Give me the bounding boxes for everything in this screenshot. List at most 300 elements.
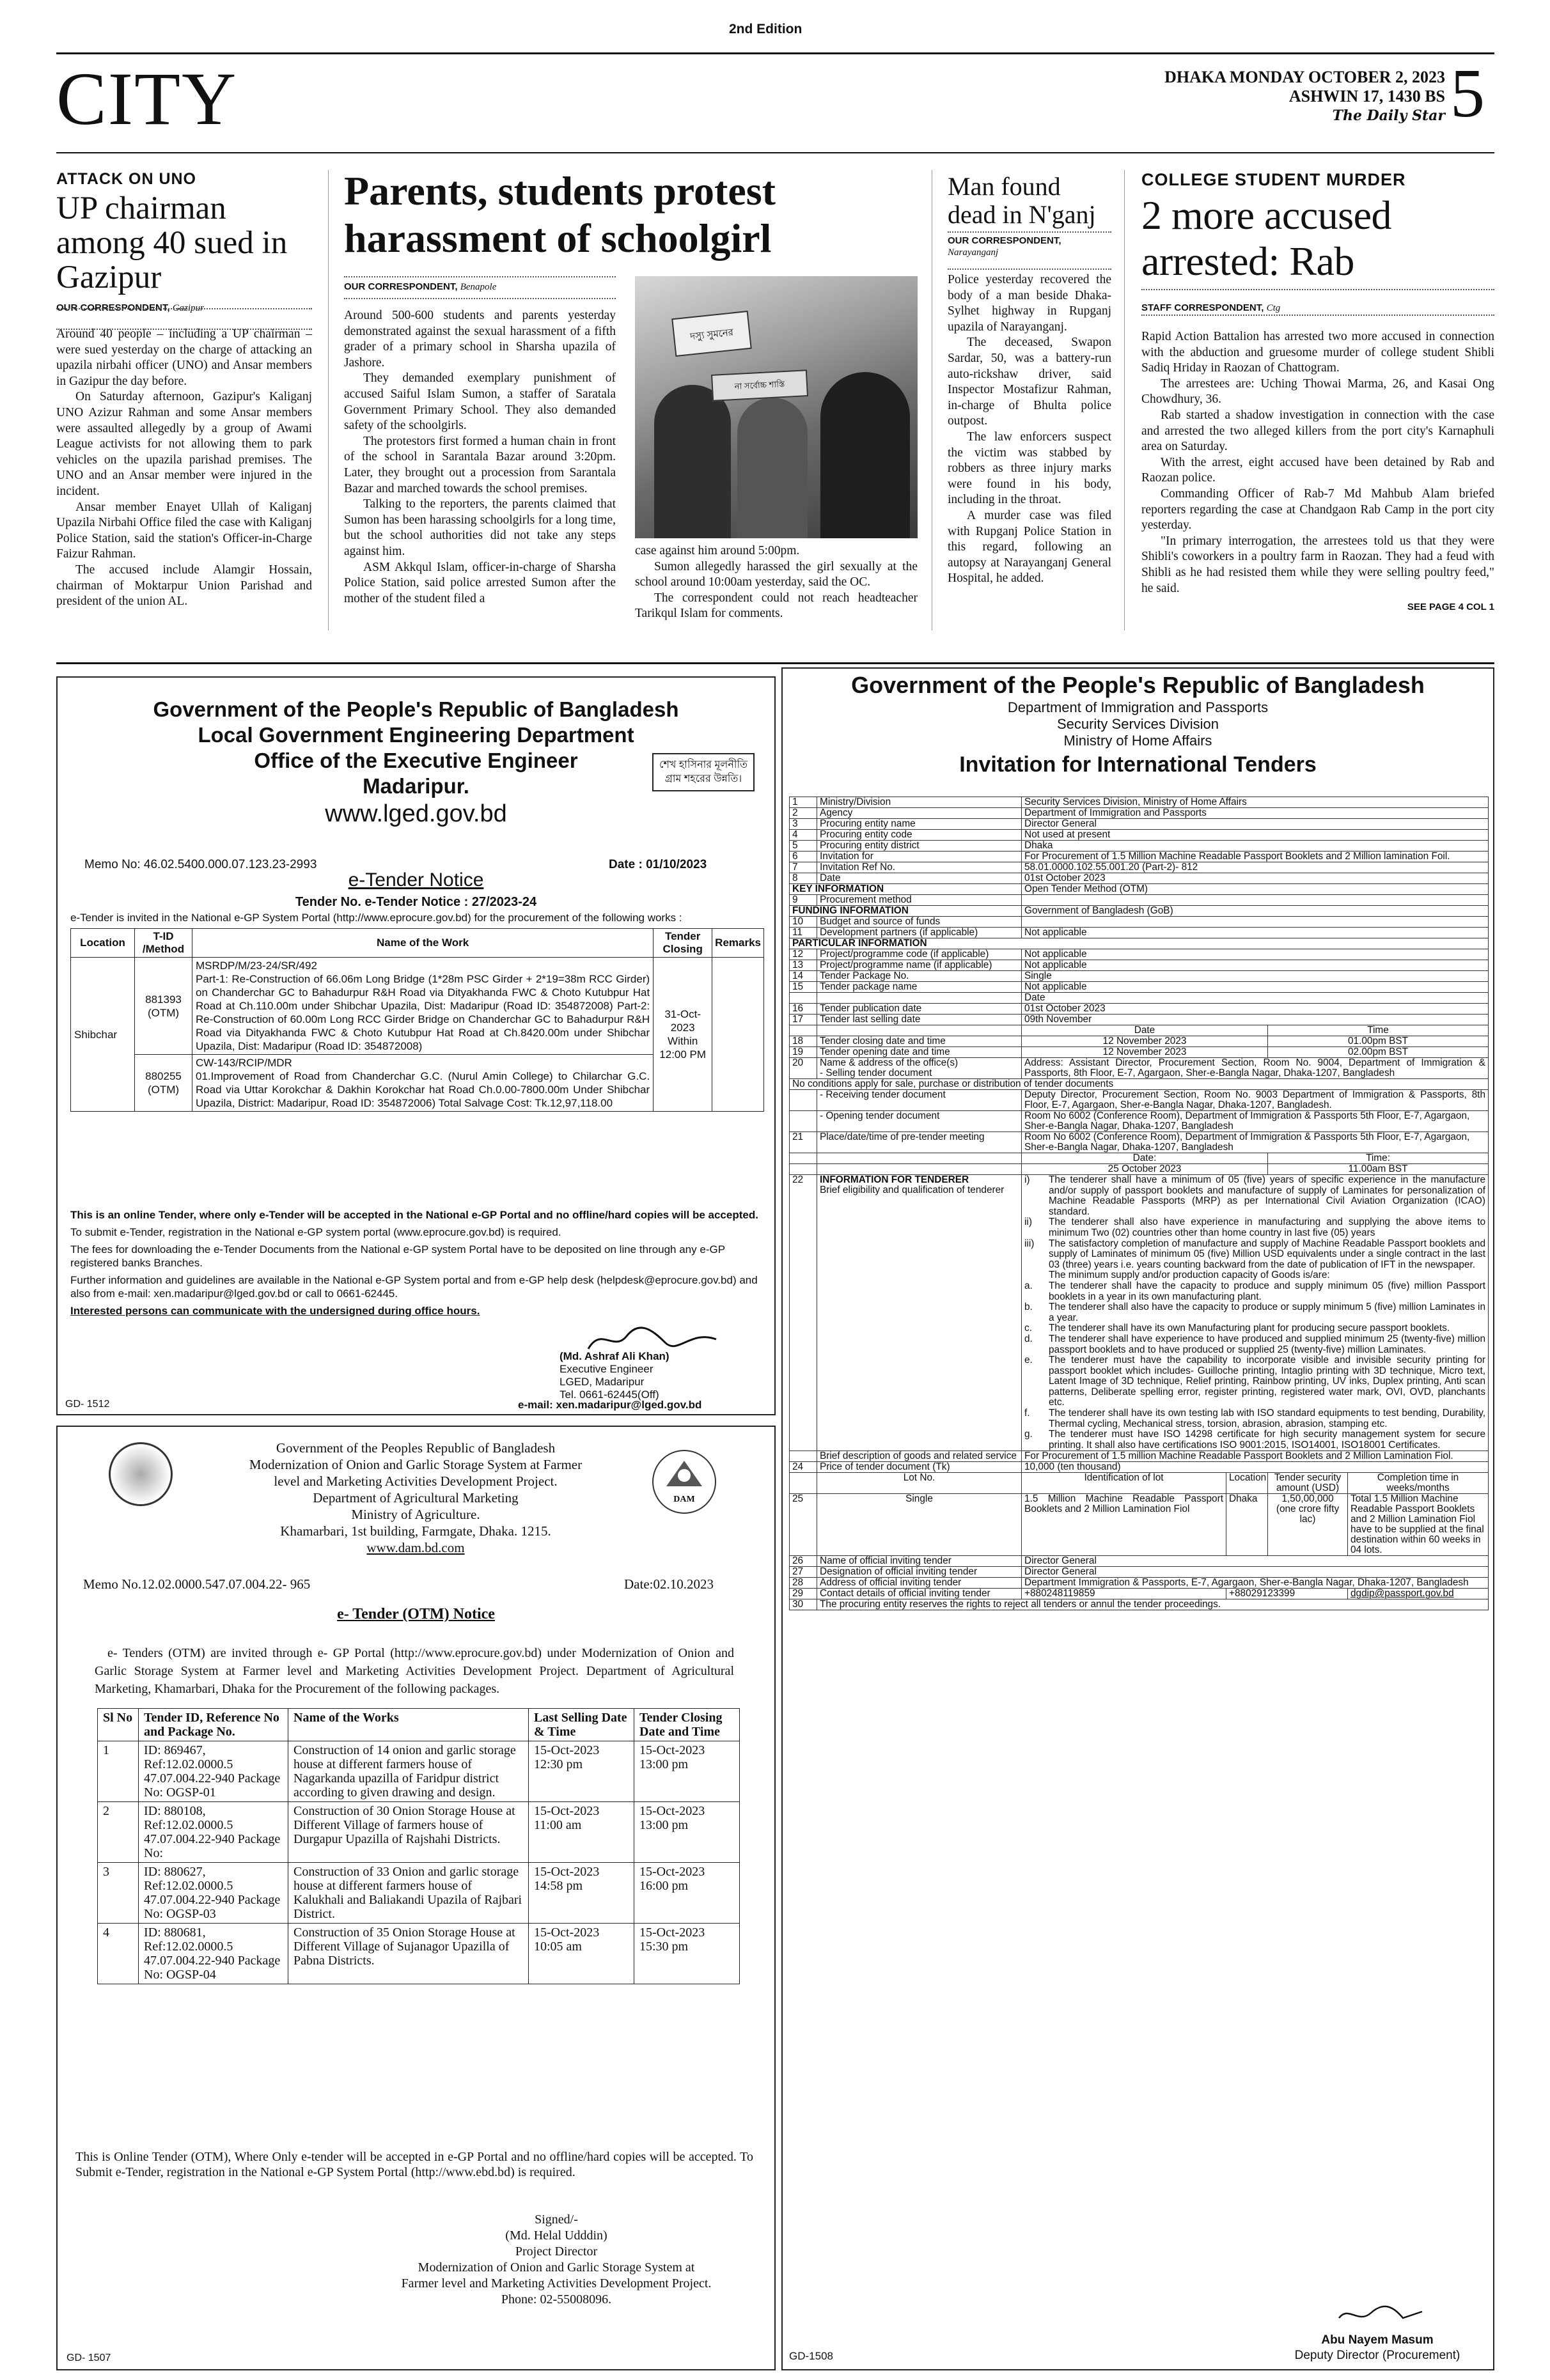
imm-label-brief: Brief description of goods and related service [817,1451,1022,1462]
table-row [98,1802,740,1863]
masthead-bottom-rule [56,152,1494,153]
imm-r21-time-head: Time: [1268,1153,1489,1164]
story1-byline-text: OUR CORRESPONDENT, [56,302,170,313]
dam-table-header [98,1709,740,1741]
table-row [790,895,1489,906]
table-row [790,1153,1489,1164]
dam-close-4: 15-Oct-2023 15:30 pm [634,1924,740,1984]
imm-n-3: 3 [790,819,817,830]
table-row [790,852,1489,862]
dam-intro: e- Tenders (OTM) are invited through e- GP Portal (http://www.eprocure.gov.bd) under Modernization of Onion and Garlic Storage System at Farmer level and Marketing Activities Development Project. Department of Agricultural Marketing, Khamarbari, Dhaka for the Procurement of the following packages. [95,1646,734,1696]
table-row [98,1741,740,1802]
imm-n-10: 10 [790,917,817,928]
table-row [790,1090,1489,1111]
imm-n-15: 15 [790,982,817,993]
story4-headline: 2 more accused arrested: Rab [1141,192,1392,284]
dam-sign-6: Phone: 02-55008096. [501,2292,612,2306]
imm-label-21: Place/date/time of pre-tender meeting [817,1132,1022,1153]
dam-th-sl: Sl No [98,1709,139,1741]
story3-p3: The law enforcers suspect the victim was stabbed by robbers as three injury marks were found in his body, including in the throat. [948,430,1111,507]
story3-dotted-rule [948,231,1111,233]
table-row [790,1015,1489,1025]
imm-val-5: Dhaka [1022,841,1489,852]
imm-n-21: 21 [790,1132,817,1153]
table-row [790,1556,1489,1567]
paper-name: The Daily Star [1332,107,1445,124]
imm-fax: +88029123399 [1226,1589,1348,1599]
lged-slogan: শেখ হাসিনার মূলনীতি গ্রাম শহরের উন্নতি। [652,753,755,791]
story2-dotted-rule-2 [344,298,616,299]
story2-place: Benapole [460,282,497,292]
imm-lot-e [790,1473,817,1494]
dam-work-3: Construction of 33 Onion and garlic storage house at different farmers house of Kalukhali and Baliakandi Upazila of Rajbari District. [288,1863,529,1924]
imm-r22-items [1022,1175,1489,1451]
imm-n-13: 13 [790,960,817,971]
lged-work-2: CW-143/RCIP/MDR 01.Improvement of Road from Chanderchar G.C. (Nurul Amin College) to Chilarchar G.C. Road via Uttar Korokchar & Dakhin Korokchar hat Road Ch.0.00-7800.00m Under Shibchar Upazila, District: Madaripur, Road ID: 354872006) Total Salvage Cost: Tk.12,97,118.00 [192,1055,654,1112]
imm-tel[interactable]: +880248119859 [1022,1589,1226,1599]
lged-remarks [712,958,764,1112]
dateline [1154,68,1445,125]
story1-p4: The accused include Alamgir Hossain, chairman of Moktarpur Union Parishad and president of the union AL. [56,563,312,609]
imm-lot-sec: 1,50,00,000 (one crore fifty lac) [1268,1494,1348,1556]
story2-dotted-rule [344,276,616,277]
story2-p6: case against him around 5:00pm. [635,544,800,557]
dam-sign-1: Signed/- [535,2213,578,2227]
table-row [790,1079,1489,1090]
table-row [790,928,1489,938]
imm-n-24: 24 [790,1462,817,1473]
imm-label-6: Invitation for [817,852,1022,862]
story3-place: Narayanganj [948,247,999,258]
story3-byline [948,235,1111,258]
story2-p3: The protestors first formed a human chain in front of the school in Sarantala Bazar around 3:20pm. Later, they brought out a procession from Sarantala Bazar and marched towards the school premises. [344,434,616,495]
dam-id-1: ID: 869467, Ref:12.02.0000.5 47.07.004.22-940 Package No: OGSP-01 [139,1741,288,1802]
imm-n-29: 29 [790,1589,817,1599]
story1-body [56,327,312,610]
lged-notes [70,1208,761,1318]
imm-code: GD-1508 [789,2350,833,2362]
imm-r22-mark-0: i) [1024,1174,1030,1185]
photo-figure-3 [820,372,910,538]
lged-title: e-Tender Notice [348,869,484,891]
imm-label-8: Date [817,873,1022,884]
dam-sign-5: Farmer level and Marketing Activities Development Project. [401,2276,712,2291]
story-man-found-dead [948,173,1111,587]
imm-val-15: Not applicable [1022,982,1489,993]
imm-n-16: 16 [790,1004,817,1015]
imm-val-14: Single [1022,971,1489,982]
table-row [790,960,1489,971]
imm-label-26: Name of official inviting tender [817,1556,1022,1567]
imm-n-blank [790,993,817,1004]
dam-footer: This is Online Tender (OTM), Where Only e-tender will be accepted in e-GP Portal and no offline/hard copies will be accepted. To Submit e-Tender, registration in the National e-GP System Portal (http://www.ebd.bd) is required. [75,2150,753,2179]
dam-line-5: Ministry of Agriculture. [351,1507,480,1522]
lged-tender-no: Tender No. e-Tender Notice : 27/2023-24 [295,895,537,909]
ad-dam [56,1426,776,2370]
imm-val-17: 09th November [1022,1015,1489,1025]
lged-th-location: Location [71,929,135,958]
imm-label-7: Invitation Ref No. [817,862,1022,873]
photo-placard-1: দস্যু সুমনের [671,311,752,357]
story4-body [1141,329,1494,596]
lged-note-1: This is an online Tender, where only e-Tender will be accepted in the National e-GP Portal and no offline/hard copies will be accepted. [70,1209,758,1221]
imm-date-18: 12 November 2023 [1022,1036,1268,1047]
story1-kicker: ATTACK ON UNO [56,170,196,188]
imm-lot-h4: Completion time in weeks/months [1348,1473,1489,1494]
lged-th-work: Name of the Work [192,929,654,958]
story3-dotted-rule-2 [948,268,1111,270]
photo-figure-1 [654,385,731,538]
table-row [790,1111,1489,1132]
dam-sell-3: 15-Oct-2023 14:58 pm [529,1863,634,1924]
table-row [790,1132,1489,1153]
imm-r22-text-8: The tenderer shall have its own testing lab with ISO standard equipments to test bending, Durability, Thermal cycling, Mechanical stress, torsion, abrasion, abrasion, stamping etc. [1049,1408,1486,1429]
imm-r22-mark-1: ii) [1024,1217,1032,1228]
imm-table [789,797,1489,1610]
imm-dt-time-head: Time [1268,1025,1489,1036]
lged-th-closing: Tender Closing [654,929,712,958]
table-row [790,830,1489,841]
imm-r22-title: INFORMATION FOR TENDERER [820,1174,969,1185]
imm-dt-empty-1 [790,1025,817,1036]
lged-sign-tel: Tel. 0661-62445(Off) [560,1388,659,1401]
story1-dotted-rule-2 [56,329,312,330]
imm-r22-mark-9: g. [1024,1429,1033,1440]
table-row [790,1025,1489,1036]
imm-r22-text-3: The tenderer shall have the capacity to produce and supply minimum 05 (five) million Passport booklets in a year in its own manufacturing plant. [1049,1280,1486,1302]
imm-r22-text-1: The tenderer shall also have experience in manufacturing and supplying the above items to minimum Two (02) countries other than home country in last five (05) years [1049,1217,1486,1238]
story2-p4: Talking to the reporters, the parents claimed that Sumon has been harassing schoolgirls for a long time, but the school authorities did not take any steps against him. [344,497,616,558]
dam-memo: Memo No.12.02.0000.547.07.004.22- 965 [83,1576,311,1592]
imm-email[interactable]: dgdip@passport.gov.bd [1348,1589,1489,1599]
story2-p2: They demanded exemplary punishment of accused Saiful Islam Sumon, a staffer of Saratala Government Primary School. They also demanded safety of the schoolgirls. [344,371,616,433]
imm-sign-title: Deputy Director (Procurement) [1294,2349,1460,2362]
lged-website[interactable]: www.lged.gov.bd [325,800,507,827]
dam-work-4: Construction of 35 Onion Storage House at Different Village of Sujanagor Upazilla of Pabna Districts. [288,1924,529,1984]
imm-lot-h3: Tender security amount (USD) [1268,1473,1348,1494]
lged-closing: 31-Oct-2023 Within 12:00 PM [654,958,712,1112]
imm-line-3: Security Services Division [1056,716,1219,732]
imm-label-28: Address of official inviting tender [817,1578,1022,1589]
imm-r21-e4 [817,1164,1022,1175]
imm-val-21: Room No 6002 (Conference Room), Department of Immigration & Passports 5th Floor, E-7, Agargaon, Sher-e-Bangla Nagar, Dhaka-1207, Bangladesh [1022,1132,1489,1153]
imm-r21-date-head: Date: [1022,1153,1268,1164]
imm-header [783,671,1493,780]
imm-r22-mark-7: e. [1024,1355,1033,1366]
dam-th-id: Tender ID, Reference No and Package No. [139,1709,288,1741]
imm-label-5: Procuring entity district [817,841,1022,852]
imm-r22-text-4: The tenderer shall also have the capacity to produce or supply minimum 5 (five) million Laminates in a year. [1049,1302,1486,1323]
imm-time-19: 02.00pm BST [1268,1047,1489,1058]
imm-n-20: 20 [790,1058,817,1079]
imm-n-open [790,1111,817,1132]
imm-dt-empty-2 [817,1025,1022,1036]
lged-table [70,928,764,1112]
imm-label-12: Project/programme code (if applicable) [817,949,1022,960]
imm-val-brief: For Procurement of 1.5 million Machine Readable Passport Booklets and 2 Million Lamination Fiol. [1022,1451,1489,1462]
imm-r22-mark-6: d. [1024,1333,1033,1344]
table-row [790,938,1489,949]
photo-figure-2 [737,398,808,538]
dam-logo-text: DAM [673,1495,695,1504]
imm-n-9: 9 [790,895,817,906]
dam-code: GD- 1507 [67,2353,111,2363]
imm-lot: Single [817,1494,1022,1556]
page-number: 5 [1450,56,1485,132]
dam-line-3: level and Marketing Activities Development Project. [274,1474,558,1489]
imm-line-4: Ministry of Home Affairs [1063,733,1212,749]
story3-body [948,272,1111,587]
table-row [790,917,1489,928]
imm-n-6: 6 [790,852,817,862]
dam-sl-4: 4 [98,1924,139,1984]
imm-r22-text-0: The tenderer shall have a minimum of 05 (five) years of specific experience in the manufacture and/or supply of passport booklets and manufacture of supply of Laminates for personalization of Machine Readable Passports (MRP) as per International Civil Aviation Organization (ICAO) standard. [1049,1174,1486,1217]
masthead-top-rule [56,52,1494,54]
imm-n-25: 25 [790,1494,817,1556]
story3-p1: Police yesterday recovered the body of a man beside Dhaka-Sylhet highway in Rupganj upazila of Narayanganj. [948,273,1111,334]
imm-dt-date-head: Date [1022,1025,1268,1036]
story3-p4: A murder case was filed with Rupganj Police Station in this regard, following an autopsy at Narayanganj General Hospital, he added. [948,508,1111,586]
table-row [790,1578,1489,1589]
dam-id-3: ID: 880627, Ref:12.02.0000.5 47.07.004.22-940 Package No: OGSP-03 [139,1863,288,1924]
imm-n-28: 28 [790,1578,817,1589]
table-row [98,1924,740,1984]
story1-dotted-rule [56,308,312,309]
lged-work-1: MSRDP/M/23-24/SR/492 Part-1: Re-Construction of 66.06m Long Bridge (1*28m PSC Girder + 2*19=38m RCC Girder) on Chanderchar GC to Bahadurpur R&H Road via Dityakhanda FWC & Choto Kutubpur Hat Road at Ch.110.00m under Shibchar Upazila, Dist: Madaripur (Road ID: 354872008) Part-2: Re-Construction of 60.00m Long RCC Girder Bridge on Chanderchar GC to Bahadurpur R&H Road via Dityakhanda FWC & Choto Kutubpur Hat Road at Ch.8420.00m under Shibchar Upazila, Dist: Madaripur (Road ID: 354872008) [192,958,654,1055]
dam-th-work: Name of the Works [288,1709,529,1741]
imm-r22-text-5: The tenderer shall have its own Manufacturing plant for producing secure passport booklets. [1049,1323,1450,1334]
imm-label-29: Contact details of official inviting tender [817,1589,1022,1599]
story3-p2: The deceased, Swapon Sardar, 50, was a battery-run auto-rickshaw driver, said Inspector Mostafizur Rahman, in-charge of Bhulta police outpost. [948,336,1111,428]
imm-funding: FUNDING INFORMATION [790,906,1022,917]
imm-time-18: 01.00pm BST [1268,1036,1489,1047]
imm-val-9 [1022,895,1489,906]
imm-key-info: KEY INFORMATION [790,884,1022,895]
imm-r21-date: 25 October 2023 [1022,1164,1268,1175]
imm-val-open: Room No 6002 (Conference Room), Department of Immigration & Passports 5th Floor, E-7, Agargaon, Sher-e-Bangla Nagar, Dhaka-1207, Bangladesh [1022,1111,1489,1132]
story2-byline-text: OUR CORRESPONDENT, [344,281,458,292]
lged-note-4: Further information and guidelines are available in the National e-GP System portal and from e-GP help desk (helpdesk@eprocure.gov.bd) and also from e-mail: xen.madaripur@lged.gov.bd or call to 0661-62445. [70,1274,758,1300]
table-row [98,1863,740,1924]
imm-r22-mark-2: iii) [1024,1238,1035,1249]
dam-th-close: Tender Closing Date and Time [634,1709,740,1741]
imm-val-30: The procuring entity reserves the rights to reject all tenders or annul the tender proceedings. [817,1599,1489,1610]
dam-table [97,1708,740,1984]
lged-sign-office: LGED, Madaripur [560,1376,645,1388]
imm-n-4: 4 [790,830,817,841]
imm-lot-comp: Total 1.5 Million Machine Readable Passport Booklets and 2 Million Lamination Fiol have to be supplied at the final destination within 60 weeks in 04 lots. [1348,1494,1489,1556]
table-row [71,958,764,1055]
story4-p2: The arrestees are: Uching Thowai Marma, 26, and Kasai Ong Chowdhury, 36. [1141,377,1494,407]
table-row [790,819,1489,830]
dam-id-4: ID: 880681, Ref:12.02.0000.5 47.07.004.22-940 Package No: OGSP-04 [139,1924,288,1984]
table-row [790,873,1489,884]
imm-val-16: 01st October 2023 [1022,1004,1489,1015]
dam-work-2: Construction of 30 Onion Storage House at Different Village of farmers house of Durgapur Upazilla of Rajshahi Districts. [288,1802,529,1863]
imm-r22-text-9: The tenderer must have ISO 14298 certificate for high security management system for secure printing. It shall also have certifications ISO 9001:2015, ISO14001, ISO18001 Certificates. [1049,1429,1486,1451]
imm-val-1: Security Services Division, Ministry of Home Affairs [1022,797,1489,808]
imm-key-val: Open Tender Method (OTM) [1022,884,1489,895]
imm-val-20: Address: Assistant Director, Procurement Section, Room No. 9004, Department of Immigration & Passports, 8th Floor, E-7, Agargaon, Sher-e-Bangla Nagar, Dhaka-1207, Bangladesh [1022,1058,1489,1079]
lged-sign-block [560,1350,751,1401]
dam-title: e- Tender (OTM) Notice [337,1606,495,1622]
imm-n-12: 12 [790,949,817,960]
imm-date-19: 12 November 2023 [1022,1047,1268,1058]
story1-headline: UP chairman among 40 sued in Gazipur [56,191,288,295]
dam-sl-1: 1 [98,1741,139,1802]
story1-p2: On Saturday afternoon, Gazipur's Kaliganj UNO Azizur Rahman and some Ansar members were assaulted allegedly by a group of Awami League activists for not allowing them to park vehicles on the upazila parishad premises. The UNO and an Ansar member were injured in the incident. [56,390,312,498]
imm-val-6: For Procurement of 1.5 Million Machine Readable Passport Booklets and 2 Million lamination Foil. [1022,852,1489,862]
table-row [790,1589,1489,1599]
imm-val-26: Director General [1022,1556,1489,1567]
imm-val-3: Director General [1022,819,1489,830]
dam-line-2: Modernization of Onion and Garlic Storage System at Farmer [249,1457,583,1472]
story4-p6: "In primary interrogation, the arrestees told us that they were Shibli's coworkers in a poultry farm in Raozan. They had a feud with Shibli as he had resisted them while they were selling poultry feed," he said. [1141,534,1494,595]
imm-label-blank [817,993,1022,1004]
lged-location: Shibchar [71,958,135,1112]
table-row [790,971,1489,982]
lged-note-5: Interested persons can communicate with the undersigned during office hours. [70,1305,480,1317]
table-row [790,993,1489,1004]
imm-n-receive [790,1090,817,1111]
bangla-date: ASHWIN 17, 1430 BS [1288,87,1445,105]
lged-sign-name: (Md. Ashraf Ali Khan) [560,1350,669,1362]
section-title: CITY [56,57,238,141]
dam-sl-3: 3 [98,1863,139,1924]
lged-date: Date : 01/10/2023 [609,858,707,871]
dam-logo [652,1450,716,1514]
lged-sign-email[interactable]: e-mail: xen.madaripur@lged.gov.bd [518,1399,702,1411]
imm-val-7: 58.01.0000.102.55.001.20 (Part-2)- 812 [1022,862,1489,873]
imm-val-8: 01st October 2023 [1022,873,1489,884]
imm-lot-h1: Identification of lot [1022,1473,1226,1494]
imm-r22-text-2: The satisfactory completion of manufacture and supply of Machine Readable Passport booklets and supply of Laminates of minimum 05 (five) Million USD equivalents under a single contract in the last 03 (three) years i.e. years counting backward from the date of publication of IFT in the newspaper. The minimum supply and/or production capacity of Goods is/are: [1049,1238,1486,1281]
lged-line-2: Local Government Engineering Department [198,723,634,747]
imm-r22-mark-4: b. [1024,1302,1033,1313]
imm-n-18: 18 [790,1036,817,1047]
story3-byline-text: OUR CORRESPONDENT, [948,235,1061,246]
imm-label-10: Budget and source of funds [817,917,1022,928]
dam-line-1: Government of the Peoples Republic of Bangladesh [276,1440,556,1456]
imm-r22-mark-3: a. [1024,1280,1033,1291]
dam-close-3: 15-Oct-2023 16:00 pm [634,1863,740,1924]
story2-headline: Parents, students protest harassment of schoolgirl [344,168,776,261]
story2-p1: Around 500-600 students and parents yesterday demonstrated against the sexual harassment of a fifth grader of a primary school in Sharsha upazila of Jashore. [344,309,616,369]
imm-val-27: Director General [1022,1567,1489,1578]
lged-line-4: Madaripur. [363,774,469,798]
table-row [790,1036,1489,1047]
dam-sign-2: (Md. Helal Udddin) [505,2228,607,2243]
story4-byline-text: STAFF CORRESPONDENT, [1141,302,1264,313]
imm-label-19: Tender opening date and time [817,1047,1022,1058]
imm-n-1: 1 [790,797,817,808]
story2-p8: The correspondent could not reach headteacher Tarikqul Islam for comments. [635,591,918,621]
table-row [790,1058,1489,1079]
story2-p5: ASM Akkqul Islam, officer-in-charge of Sharsha Police Station, said police arrested Sumon after the mother of the student filed a [344,560,616,605]
imm-n-22: 22 [790,1175,817,1451]
imm-val-receive: Deputy Director, Procurement Section, Room No. 9003 Department of Immigration & Passports, 8th Floor, E-7, Agargaon, Sher-e-Bangla Nagar, Dhaka-1207, Bangladesh. [1022,1090,1489,1111]
dam-sell-2: 15-Oct-2023 11:00 am [529,1802,634,1863]
imm-sign-name: Abu Nayem Masum [1321,2333,1434,2347]
imm-r21-e3 [790,1164,817,1175]
table-row [790,906,1489,917]
ad-lged [56,676,776,1415]
story2-byline [344,281,496,293]
dam-website[interactable]: www.dam.bd.com [366,1540,465,1555]
table-row [790,841,1489,852]
dam-sign-3: Project Director [515,2244,598,2259]
table-row [790,949,1489,960]
imm-label-4: Procuring entity code [817,830,1022,841]
imm-label-14: Tender Package No. [817,971,1022,982]
dam-th-sell: Last Selling Date & Time [529,1709,634,1741]
imm-label-18: Tender closing date and time [817,1036,1022,1047]
story4-p4: With the arrest, eight accused have been detained by Rab and Raozan police. [1141,455,1494,485]
imm-r22-mark-5: c. [1024,1323,1032,1334]
lged-sign-title: Executive Engineer [560,1363,654,1375]
lged-line-3: Office of the Executive Engineer [254,749,578,772]
dam-line-6: Khamarbari, 1st building, Farmgate, Dhaka. 1215. [280,1523,551,1539]
imm-n-11: 11 [790,928,817,938]
lged-note-2: To submit e-Tender, registration in the National e-GP system portal (www.eprocure.gov.bd) is required. [70,1226,561,1238]
lged-intro: e-Tender is invited in the National e-GP System Portal (http://www.eprocure.gov.bd) for the procurement of the following works : [70,912,682,924]
table-row [790,797,1489,808]
imm-label-27: Designation of official inviting tender [817,1567,1022,1578]
imm-date-subhead: Date [1022,993,1489,1004]
imm-r21-time: 11.00am BST [1268,1164,1489,1175]
protest-photo [635,276,918,538]
imm-label-16: Tender publication date [817,1004,1022,1015]
imm-label-receive: - Receiving tender document [817,1090,1022,1111]
story3-headline: Man found dead in N'ganj [948,172,1096,229]
imm-n-19: 19 [790,1047,817,1058]
table-row [790,1004,1489,1015]
story1-p1: Around 40 people – including a UP chairman – were sued yesterday on the charge of attacking an upazila nirbahi officer (UNO) and Ansar members in Gazipur the day before. [56,327,312,388]
dam-close-1: 15-Oct-2023 13:00 pm [634,1741,740,1802]
lged-line-1: Government of the People's Republic of Bangladesh [153,697,679,721]
lged-th-tid: T-ID /Method [135,929,192,958]
story4-place: Ctg [1266,303,1281,313]
table-row [790,1462,1489,1473]
imm-label-2: Agency [817,808,1022,819]
imm-label-22 [817,1175,1022,1451]
date-text: DHAKA MONDAY OCTOBER 2, 2023 [1164,68,1445,86]
lged-note-3: The fees for downloading the e-Tender Documents from the National e-GP system Portal have to be deposited on line through any e-GP registered banks Branches. [70,1243,725,1269]
imm-val-11: Not applicable [1022,928,1489,938]
table-row [790,1175,1489,1451]
imm-label-1: Ministry/Division [817,797,1022,808]
imm-val-10 [1022,917,1489,928]
imm-label-13: Project/programme name (if applicable) [817,960,1022,971]
table-row [790,1567,1489,1578]
imm-label-17: Tender last selling date [817,1015,1022,1025]
dam-line-4: Department of Agricultural Marketing [313,1490,519,1505]
imm-r22-sub: Brief eligibility and qualification of tenderer [820,1185,1005,1195]
table-row [790,862,1489,873]
col-divider-1 [328,170,329,630]
table-row [790,1473,1489,1494]
imm-label-20: Name & address of the office(s) - Selling tender document [817,1058,1022,1079]
imm-val-13: Not applicable [1022,960,1489,971]
imm-label-24: Price of tender document (Tk) [817,1462,1022,1473]
table-row [790,1047,1489,1058]
imm-lot-h2: Location [1226,1473,1268,1494]
dam-id-2: ID: 880108, Ref:12.02.0000.5 47.07.004.22-940 Package No: [139,1802,288,1863]
story4-p1: Rapid Action Battalion has arrested two more accused in connection with the abduction and gruesome murder of college student Shibli Sadiq Hriday in Raozan of Chattogram. [1141,330,1494,375]
lged-tid-2: 880255 (OTM) [135,1055,192,1112]
story4-jump[interactable]: SEE PAGE 4 COL 1 [1407,602,1494,613]
imm-lot-h0: Lot No. [817,1473,1022,1494]
